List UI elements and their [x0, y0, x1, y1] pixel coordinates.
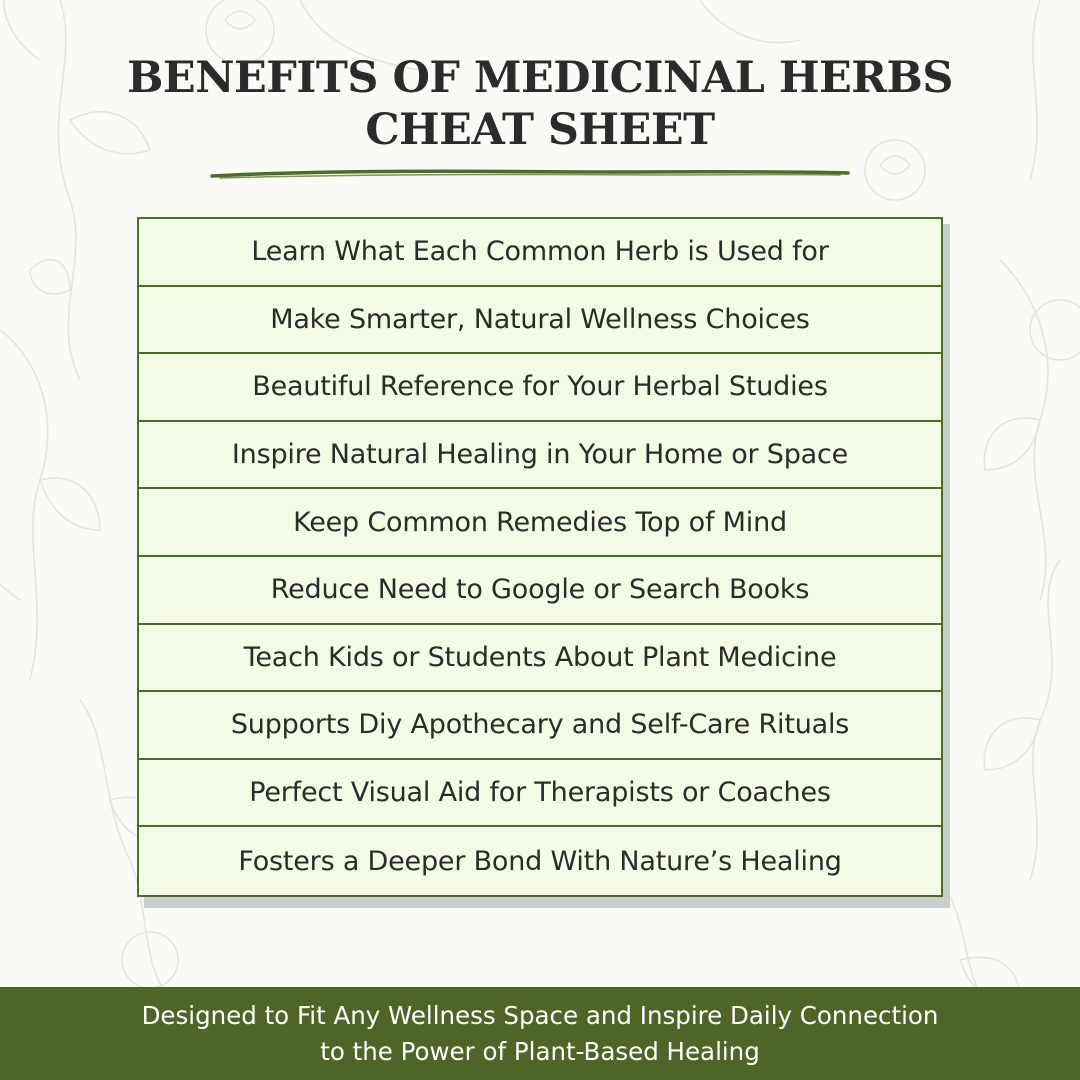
table-row: Make Smarter, Natural Wellness Choices [139, 287, 941, 355]
page-title [0, 52, 1080, 156]
title-line-1: BENEFITS OF MEDICINAL HERBS [127, 53, 953, 103]
footer-line-2: to the Power of Plant-Based Healing [320, 1036, 760, 1066]
table-row: Learn What Each Common Herb is Used for [139, 219, 941, 287]
table-row: Reduce Need to Google or Search Books [139, 557, 941, 625]
benefits-table [137, 217, 943, 897]
footer-line-1: Designed to Fit Any Wellness Space and Inspire Daily Connection [141, 1000, 939, 1030]
table-row: Keep Common Remedies Top of Mind [139, 489, 941, 557]
table-row: Supports Diy Apothecary and Self-Care Rituals [139, 692, 941, 760]
table-row: Fosters a Deeper Bond With Nature’s Healing [238, 845, 842, 877]
table-row: Perfect Visual Aid for Therapists or Coaches [139, 760, 941, 828]
title-line-2: CHEAT SHEET [365, 105, 715, 155]
table-row: Inspire Natural Healing in Your Home or Space [139, 422, 941, 490]
footer-banner [0, 987, 1080, 1080]
brush-stroke-divider-icon [210, 166, 850, 182]
table-row: Teach Kids or Students About Plant Medicine [139, 625, 941, 693]
table-row: Beautiful Reference for Your Herbal Studies [139, 354, 941, 422]
